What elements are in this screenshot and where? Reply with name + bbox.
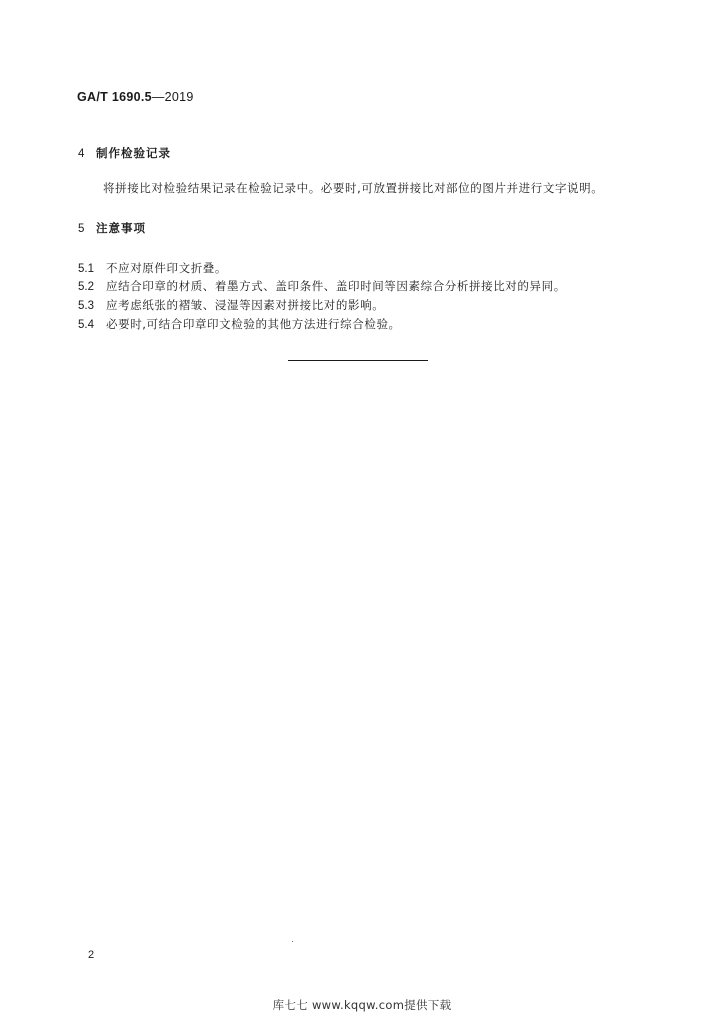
document-code-number: GA/T 1690.5 [77,90,152,104]
clause-5-2 [78,278,566,294]
clause-text: 不应对原件印文折叠。 [106,261,227,275]
clause-number: 5.2 [78,281,94,293]
clause-number: 5.1 [78,263,94,275]
section-5-title: 注意事项 [96,221,146,235]
section-5-number: 5 [78,223,86,235]
clause-number: 5.4 [78,319,94,331]
section-4-number: 4 [78,148,86,160]
section-4-paragraph: 将拼接比对检验结果记录在检验记录中。必要时,可放置拼接比对部位的图片并进行文字说明。 [103,181,604,195]
clause-5-3 [78,297,384,313]
document-code [77,90,194,104]
clause-number: 5.3 [78,300,94,312]
end-of-document-rule [288,360,428,361]
download-source-note: 库七七 www.kqqw.com提供下载 [272,998,452,1012]
scan-speck [292,941,293,942]
clause-5-4 [78,316,401,332]
document-code-year: —2019 [151,90,194,104]
clause-5-1 [78,260,227,276]
page-number: 2 [88,949,95,961]
clause-text: 应结合印章的材质、着墨方式、盖印条件、盖印时间等因素综合分析拼接比对的异同。 [106,279,566,293]
section-4-heading [78,145,171,161]
clause-text: 应考虑纸张的褶皱、浸湿等因素对拼接比对的影响。 [106,298,385,312]
section-4-title: 制作检验记录 [96,146,171,160]
clause-text: 必要时,可结合印章印文检验的其他方法进行综合检验。 [106,317,401,331]
section-5-heading [78,220,146,236]
